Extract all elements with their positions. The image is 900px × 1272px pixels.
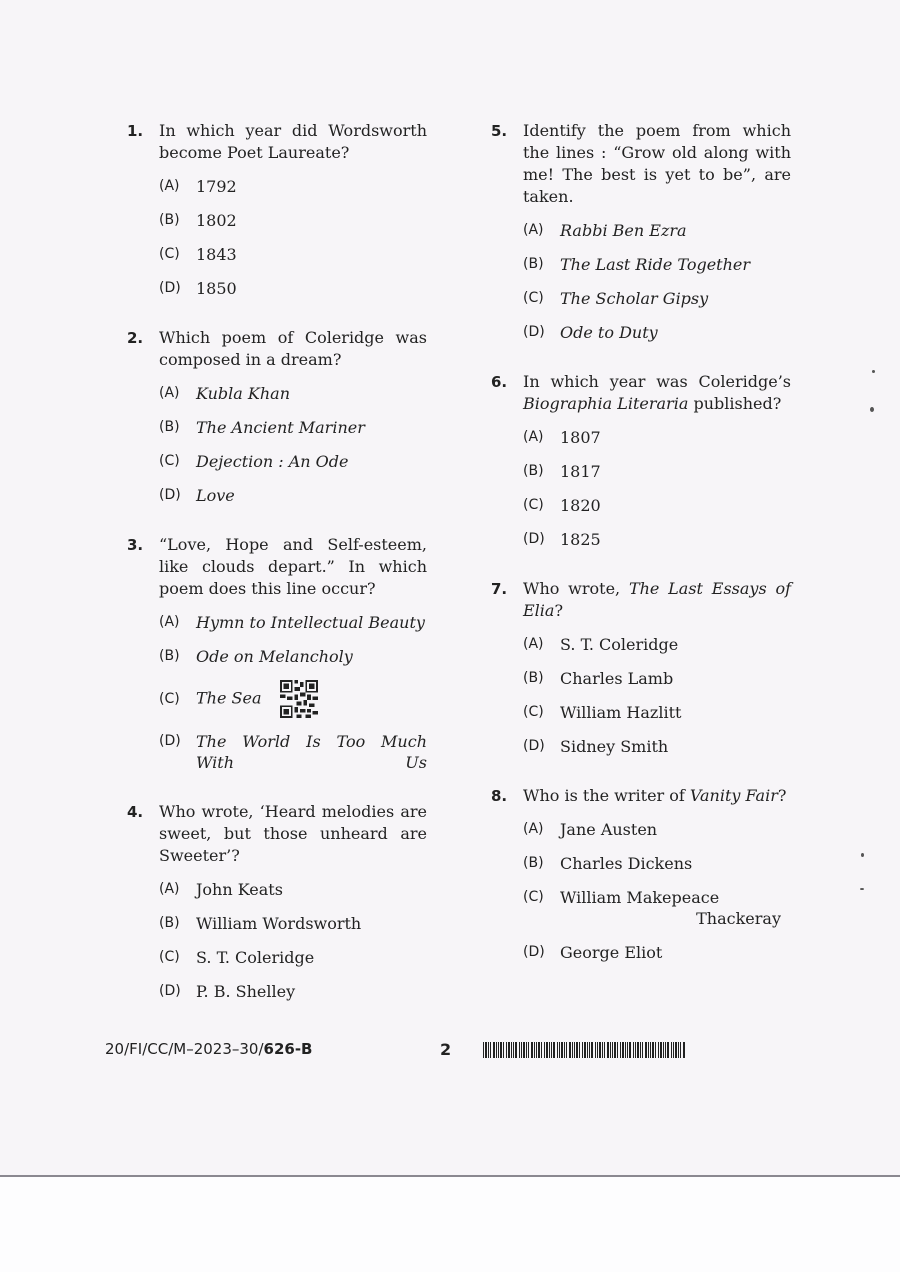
option-text: Ode to Duty [560, 323, 658, 342]
option-text: Hymn to Intellectual Beauty [196, 613, 425, 632]
option-c[interactable] [523, 887, 791, 929]
scan-speck [860, 888, 864, 890]
option-label: (C) [159, 690, 180, 707]
option-label: (A) [159, 178, 180, 194]
option-label: (C) [523, 497, 544, 513]
question-number: 8. [491, 787, 508, 805]
option-label: (C) [523, 290, 544, 306]
option-b[interactable] [523, 853, 791, 874]
option-d[interactable] [159, 278, 427, 299]
option-b[interactable] [159, 646, 427, 667]
option-text: The Sea [196, 688, 262, 708]
option-text: 1820 [560, 496, 601, 515]
question-3 [127, 534, 427, 773]
question-text: In which year did Wordsworth become Poet Laureate? [159, 121, 427, 162]
scan-speck [861, 853, 864, 857]
option-text: Dejection : An Ode [196, 452, 349, 471]
option-label: (A) [523, 429, 544, 445]
option-text: Sidney Smith [560, 737, 669, 756]
option-a[interactable] [159, 383, 427, 404]
option-b[interactable] [523, 254, 791, 275]
option-c[interactable] [523, 702, 791, 723]
option-a[interactable] [523, 819, 791, 840]
option-label: (C) [159, 246, 180, 262]
question-text: Who is the writer of Vanity Fair? [523, 786, 787, 805]
option-a[interactable] [523, 427, 791, 448]
option-d[interactable] [159, 981, 427, 1002]
qr-code-icon [280, 680, 318, 718]
question-number: 4. [127, 803, 144, 821]
question-2 [127, 327, 427, 506]
option-a[interactable] [159, 879, 427, 900]
option-a[interactable] [523, 220, 791, 241]
option-b[interactable] [159, 913, 427, 934]
question-text: Who wrote, ‘Heard melodies are sweet, but those unheard are Sweeter’? [159, 802, 427, 865]
option-text: William Hazlitt [560, 703, 682, 722]
option-text: The Ancient Mariner [196, 418, 365, 437]
option-d[interactable] [523, 942, 791, 963]
option-c[interactable] [523, 288, 791, 309]
option-b[interactable] [159, 210, 427, 231]
question-4 [127, 801, 427, 1002]
option-label: (C) [523, 889, 544, 905]
option-text: 1850 [196, 279, 237, 298]
option-label: (D) [159, 733, 181, 749]
option-text: Ode on Melancholy [196, 647, 353, 666]
option-label: (B) [523, 670, 544, 686]
option-b[interactable] [159, 417, 427, 438]
option-c[interactable] [523, 495, 791, 516]
option-d[interactable] [159, 485, 427, 506]
option-label: (B) [159, 212, 180, 228]
question-number: 3. [127, 536, 144, 554]
option-label: (C) [523, 704, 544, 720]
option-label: (D) [159, 280, 181, 296]
option-text: 1843 [196, 245, 237, 264]
option-label: (B) [159, 648, 180, 664]
option-text: 1807 [560, 428, 601, 447]
option-text: Charles Dickens [560, 854, 693, 873]
option-label: (A) [159, 385, 180, 401]
left-column [127, 120, 427, 1030]
question-text: Identify the poem from which the lines : “Grow old along with me! The best is yet to be”, are taken. [523, 121, 791, 206]
option-label: (A) [523, 636, 544, 652]
option-text: John Keats [196, 880, 283, 899]
option-d[interactable] [523, 529, 791, 550]
scan-speck [872, 370, 875, 373]
option-c[interactable] [159, 947, 427, 968]
option-label: (D) [523, 531, 545, 547]
option-b[interactable] [523, 461, 791, 482]
option-text: P. B. Shelley [196, 982, 296, 1001]
page-footer [105, 1040, 800, 1064]
option-text: S. T. Coleridge [560, 635, 679, 654]
option-label: (B) [523, 855, 544, 871]
paper-code: 20/FI/CC/M–2023–30/626-B [105, 1040, 313, 1058]
right-column [491, 120, 791, 991]
option-text: The Last Ride Together [560, 255, 751, 274]
option-text: 1817 [560, 462, 601, 481]
option-label: (D) [159, 487, 181, 503]
question-text: Which poem of Coleridge was composed in a dream? [159, 328, 427, 369]
option-text: 1792 [196, 177, 237, 196]
option-label: (A) [523, 222, 544, 238]
option-text: 1802 [196, 211, 237, 230]
page-number: 2 [440, 1040, 452, 1059]
question-number: 6. [491, 373, 508, 391]
option-text: S. T. Coleridge [196, 948, 315, 967]
question-5 [491, 120, 791, 343]
option-text: The Scholar Gipsy [560, 289, 709, 308]
question-1 [127, 120, 427, 299]
question-number: 1. [127, 122, 144, 140]
option-text: William Makepeace Thackeray [560, 888, 781, 928]
option-d[interactable] [523, 736, 791, 757]
option-label: (A) [159, 881, 180, 897]
option-text: 1825 [560, 530, 601, 549]
question-number: 7. [491, 580, 508, 598]
question-text: Who wrote, The Last Essays of Elia? [523, 579, 791, 620]
barcode-icon [483, 1042, 688, 1058]
option-text: The World Is Too Much With Us [196, 732, 427, 772]
option-text: Charles Lamb [560, 669, 674, 688]
scan-background [0, 1177, 900, 1272]
option-text: George Eliot [560, 943, 663, 962]
option-label: (D) [523, 324, 545, 340]
option-label: (A) [159, 614, 180, 630]
option-c[interactable] [159, 244, 427, 265]
option-label: (D) [523, 738, 545, 754]
option-label: (D) [159, 983, 181, 999]
option-label: (B) [523, 463, 544, 479]
option-text: Kubla Khan [196, 384, 290, 403]
question-8 [491, 785, 791, 963]
option-a[interactable] [159, 176, 427, 197]
question-7 [491, 578, 791, 757]
option-label: (B) [159, 419, 180, 435]
option-d[interactable] [159, 731, 427, 773]
option-a[interactable] [159, 612, 427, 633]
option-label: (B) [159, 915, 180, 931]
option-text: Jane Austen [560, 820, 658, 839]
option-c[interactable] [159, 680, 427, 718]
option-b[interactable] [523, 668, 791, 689]
option-text: Love [196, 486, 235, 505]
question-6 [491, 371, 791, 550]
question-number: 2. [127, 329, 144, 347]
option-label: (A) [523, 821, 544, 837]
option-text: Rabbi Ben Ezra [560, 221, 687, 240]
question-text: “Love, Hope and Self-esteem, like clouds depart.” In which poem does this line occur? [159, 535, 427, 598]
option-label: (C) [159, 453, 180, 469]
question-number: 5. [491, 122, 508, 140]
option-c[interactable] [159, 451, 427, 472]
option-label: (C) [159, 949, 180, 965]
option-d[interactable] [523, 322, 791, 343]
option-a[interactable] [523, 634, 791, 655]
option-text: William Wordsworth [196, 914, 362, 933]
question-text: In which year was Coleridge’s Biographia Literaria published? [523, 372, 791, 413]
scan-speck [870, 407, 874, 412]
option-label: (B) [523, 256, 544, 272]
option-label: (D) [523, 944, 545, 960]
